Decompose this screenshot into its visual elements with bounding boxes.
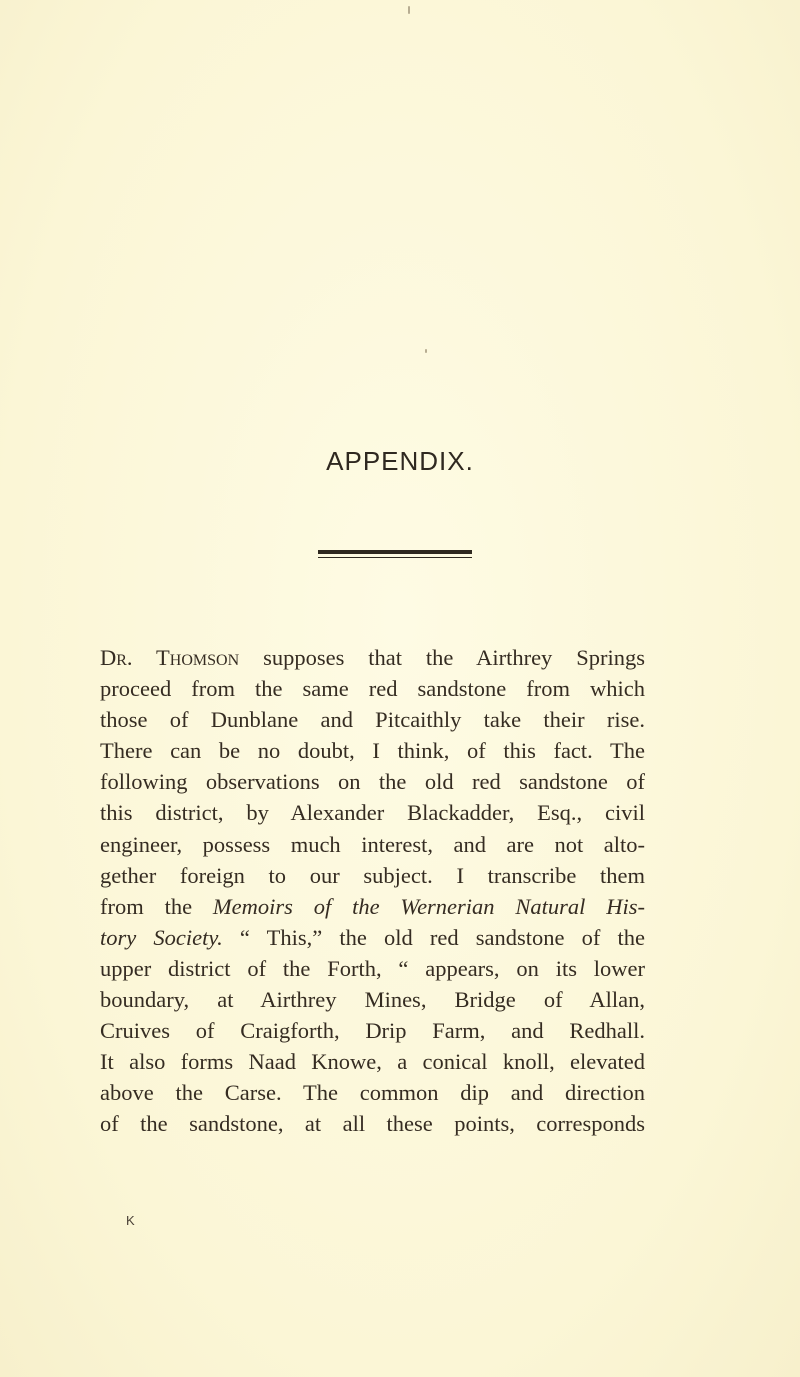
text-line	[100, 891, 645, 922]
text-line	[100, 642, 645, 673]
text-line	[100, 984, 645, 1015]
page-title: APPENDIX.	[326, 446, 474, 476]
text-run: upper district of the Forth, “ appears, on its lower	[100, 955, 645, 981]
small-caps-text: Dr. Thomson	[100, 645, 240, 670]
text-line	[100, 1015, 645, 1046]
text-run: following observations on the old red sandstone of	[100, 769, 645, 795]
text-run: proceed from the same red sandstone from which	[100, 676, 645, 702]
text-line	[100, 1077, 645, 1108]
text-run: above the Carse. The common dip and direction	[100, 1080, 645, 1106]
text-run: “ This,” the old red sandstone of the	[222, 924, 645, 950]
text-run: supposes that the Airthrey Springs	[239, 645, 645, 670]
text-line	[100, 922, 645, 953]
text-run: of the sandstone, at all these points, corresponds	[100, 1111, 645, 1137]
text-line	[100, 766, 645, 797]
text-line	[100, 1108, 645, 1139]
text-line	[100, 953, 645, 984]
text-run: those of Dunblane and Pitcaithly take their rise.	[100, 707, 645, 733]
text-run: Cruives of Craigforth, Drip Farm, and Redhall.	[100, 1018, 645, 1044]
text-line	[100, 829, 645, 860]
signature-mark: K	[126, 1213, 135, 1228]
text-line	[100, 860, 645, 891]
double-rule-divider	[318, 550, 472, 558]
body-paragraph	[100, 642, 645, 1140]
text-line	[100, 797, 645, 828]
text-line	[100, 673, 645, 704]
text-run: It also forms Naad Knowe, a conical knoll, elevated	[100, 1049, 645, 1075]
text-run: this district, by Alexander Blackadder, Esq., civil	[100, 800, 645, 826]
text-run: There can be no doubt, I think, of this fact. The	[100, 738, 645, 764]
text-line	[100, 735, 645, 766]
text-run: engineer, possess much interest, and are not alto-	[100, 831, 645, 857]
italic-text: tory Society.	[100, 924, 223, 950]
text-line	[100, 1046, 645, 1077]
paper-speck	[408, 6, 410, 14]
text-run: gether foreign to our subject. I transcribe them	[100, 862, 645, 888]
text-run: boundary, at Airthrey Mines, Bridge of Allan,	[100, 987, 645, 1013]
text-line	[100, 704, 645, 735]
text-run: from the	[100, 893, 213, 919]
italic-text: Memoirs of the Wernerian Natural His-	[212, 893, 645, 919]
paper-speck	[425, 349, 427, 353]
